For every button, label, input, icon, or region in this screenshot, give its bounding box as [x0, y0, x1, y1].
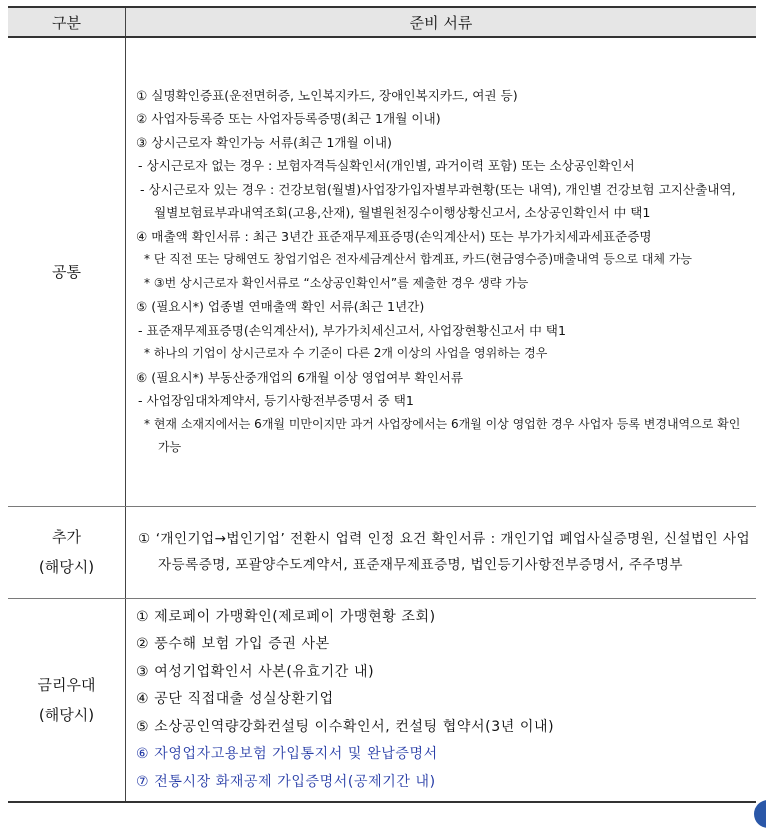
doc-line: ⑤ (필요시*) 업종별 연매출액 확인 서류(최근 1년간) [136, 299, 425, 315]
header-category: 구분 [8, 7, 126, 37]
doc-line: ② 사업자등록증 또는 사업자등록증명(최근 1개월 이내) [136, 111, 441, 127]
doc-line: ⑥ (필요시*) 부동산중개업의 6개월 이상 영업여부 확인서류 [136, 369, 464, 385]
section-category-common: 공통 [8, 37, 126, 506]
doc-line: ⑤ 소상공인역량강화컨설팅 이수확인서, 컨설팅 협약서(3년 이내) [136, 718, 555, 735]
doc-note: * ③번 상시근로자 확인서류로 “소상공인확인서”를 제출한 경우 생략 가능 [144, 275, 529, 290]
section-docs-common [126, 37, 757, 506]
doc-line: ① 실명확인증표(운전면허증, 노인복지카드, 장애인복지카드, 여권 등) [136, 87, 518, 103]
section-category-additional [8, 506, 126, 598]
section-docs-rate-preference [126, 598, 757, 802]
doc-line: ① 제로페이 가맹확인(제로페이 가맹현황 조회) [136, 608, 436, 625]
doc-note: * 하나의 기업이 상시근로자 수 기준이 다른 2개 이상의 사업을 영위하는 경우 [144, 346, 548, 361]
category-sublabel: (해당시) [38, 558, 95, 576]
doc-line-highlighted: ⑦ 전통시장 화재공제 가입증명서(공제기간 내) [136, 773, 436, 790]
doc-subline: - 사업장임대차계약서, 등기사항전부증명서 중 택1 [138, 393, 414, 409]
doc-line: ② 풍수해 보험 가입 증권 사본 [136, 636, 330, 652]
category-sublabel: (해당시) [38, 705, 95, 724]
table-header-row [8, 7, 756, 37]
doc-line: ④ 공단 직접대출 성실상환기업 [136, 691, 334, 707]
doc-note: * 현재 소재지에서는 6개월 미만이지만 과거 사업장에서는 6개월 이상 영업한 경우 사업자 등록 변경내역으로 확인 가능 [144, 416, 741, 455]
header-documents: 준비 서류 [126, 7, 757, 37]
section-rate-preference [8, 598, 756, 802]
doc-line: ④ 매출액 확인서류 : 최근 3년간 표준재무제표증명(손익계산서) 또는 부가가치세과세표준증명 [136, 228, 652, 244]
doc-subline: - 상시근로자 없는 경우 : 보험자격득실확인서(개인별, 과거이력 포함) 또는 소상공인확인서 [138, 158, 635, 174]
corner-accent-shape [754, 800, 766, 828]
section-additional [8, 506, 756, 598]
doc-line: ① ‘개인기업→법인기업’ 전환시 업력 인정 요건 확인서류 : 개인기업 폐업사실증명원, 신설법인 사업자등록증명, 포괄양수도계약서, 표준재무제표증명, 법인등기사항전부증명서, 주주명부 [138, 531, 750, 573]
doc-line: ③ 여성기업확인서 사본(유효기간 내) [136, 663, 375, 680]
section-common [8, 37, 756, 506]
category-label: 추가 [52, 528, 81, 546]
category-label: 금리우대 [37, 675, 96, 694]
doc-note: * 단 직전 또는 당해연도 창업기업은 전자세금계산서 합계표, 카드(현금영수증)매출내역 등으로 대체 가능 [144, 252, 693, 267]
doc-subline: - 상시근로자 있는 경우 : 건강보험(월별)사업장가입자별부과현황(또는 내역), 개인별 건강보험 고지산출내역, 월별보험료부과내역조회(고용,산재), 월별원천징수이행상황신고서, 소상공인확인서 中 택1 [140, 181, 736, 221]
section-category-rate-preference [8, 598, 126, 802]
required-documents-table [8, 6, 756, 803]
doc-line-highlighted: ⑥ 자영업자고용보험 가입통지서 및 완납증명서 [136, 746, 438, 762]
section-docs-additional [126, 506, 757, 598]
doc-line: ③ 상시근로자 확인가능 서류(최근 1개월 이내) [136, 134, 392, 150]
doc-subline: - 표준재무제표증명(손익계산서), 부가가치세신고서, 사업장현황신고서 中 택1 [138, 322, 566, 338]
